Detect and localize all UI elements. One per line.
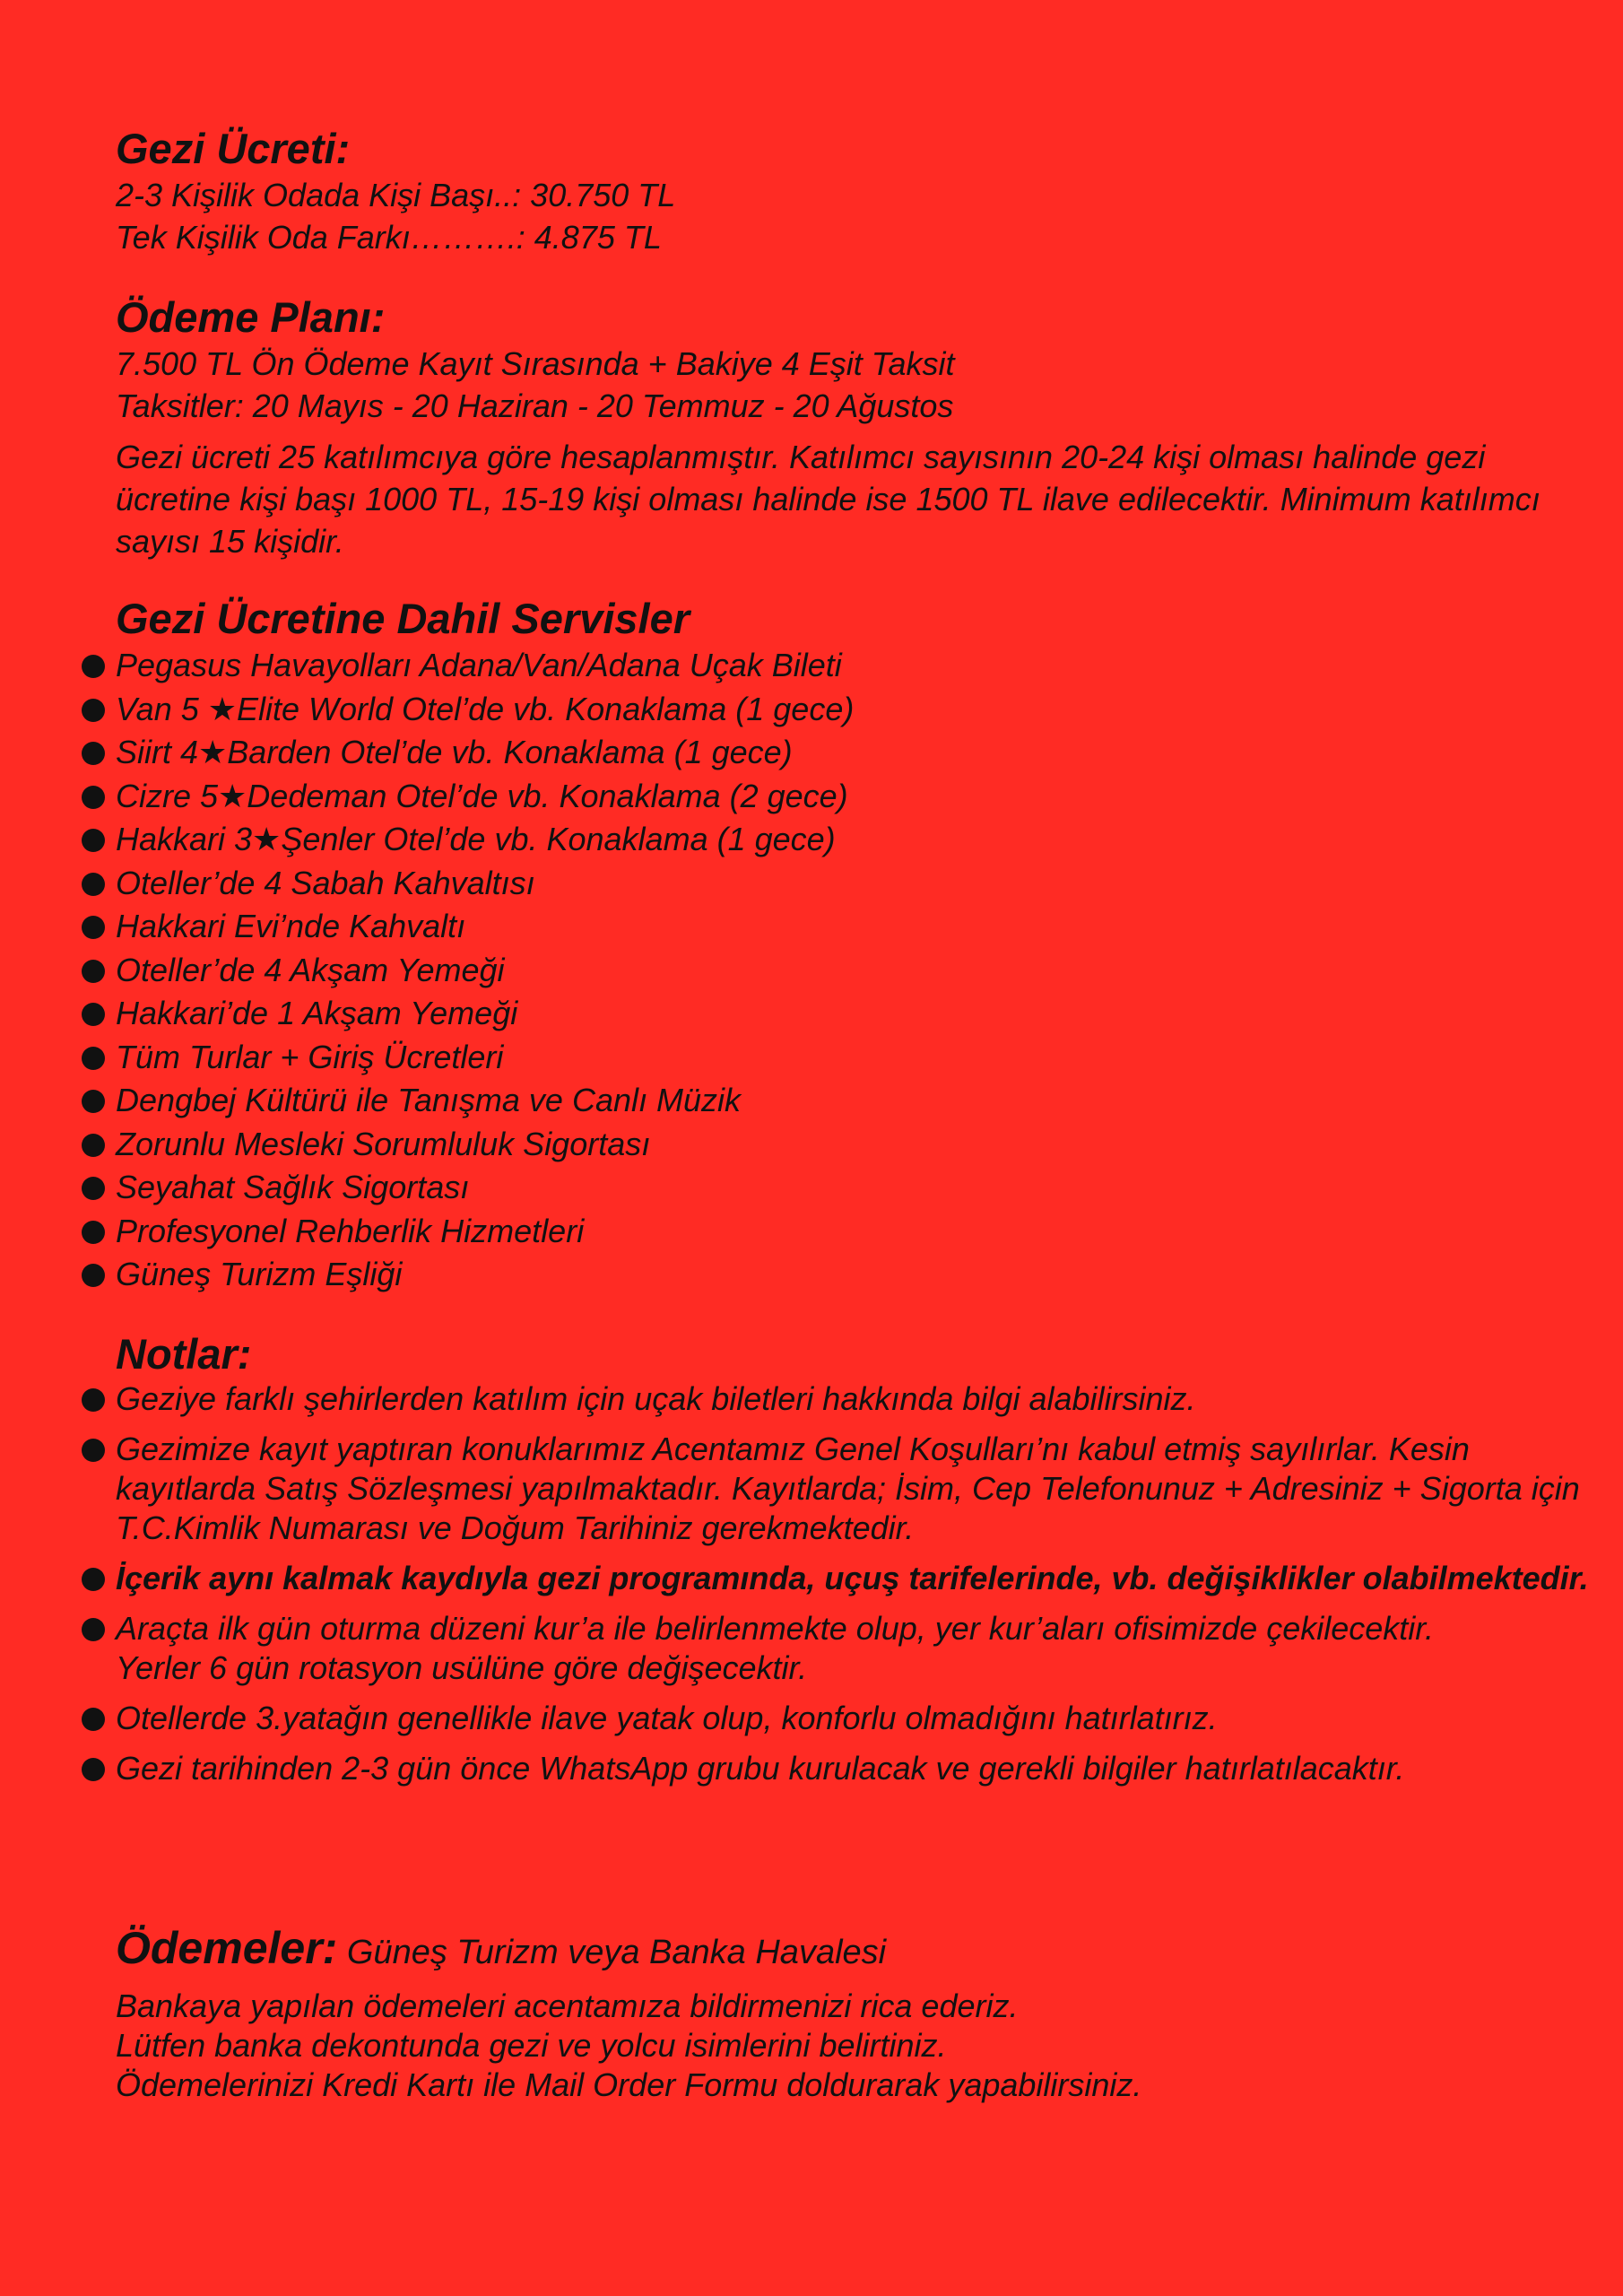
list-item: Siirt 4★Barden Otel’de vb. Konaklama (1 gece) (116, 731, 1604, 775)
payments-line: Lütfen banka dekontunda gezi ve yolcu isimlerini belirtiniz. (116, 2027, 947, 2064)
notes-heading: Notlar: (116, 1330, 252, 1378)
bullet-icon (82, 699, 105, 722)
services-heading: Gezi Ücretine Dahil Servisler (116, 595, 690, 642)
bullet-icon (82, 655, 105, 678)
list-item: Van 5 ★Elite World Otel’de vb. Konaklama (1 gece) (116, 688, 1604, 732)
payment-plan-line-installments: Taksitler: 20 Mayıs - 20 Haziran - 20 Temmuz - 20 Ağustos (116, 387, 954, 424)
bullet-icon (82, 1177, 105, 1200)
payments-section (116, 1921, 1604, 2105)
bullet-icon (82, 1134, 105, 1157)
notes-list (116, 1379, 1604, 1788)
bullet-icon (82, 1758, 105, 1781)
list-item: Araçta ilk gün oturma düzeni kur’a ile belirlenmekte olup, yer kur’aları ofisimizde çekilecektir. Yerler 6 gün rotasyon usülüne göre değişecektir. (116, 1609, 1515, 1688)
fee-heading: Gezi Ücreti: (116, 125, 351, 172)
list-item: Profesyonel Rehberlik Hizmetleri (116, 1210, 1604, 1254)
bullet-icon (82, 1090, 105, 1113)
fee-line-single-room: Tek Kişilik Oda Farkı……….: 4.875 TL (116, 219, 662, 256)
bullet-icon (82, 786, 105, 809)
list-item: Tüm Turlar + Giriş Ücretleri (116, 1036, 1604, 1080)
bullet-icon (82, 1618, 105, 1641)
list-item: Oteller’de 4 Akşam Yemeği (116, 949, 1604, 993)
bullet-icon (82, 1568, 105, 1591)
list-item: Güneş Turizm Eşliği (116, 1253, 1604, 1297)
list-item: İçerik aynı kalmak kaydıyla gezi programında, uçuş tarifelerinde, vb. değişiklikler olabilmektedir. (116, 1559, 1604, 1598)
bullet-icon (82, 1003, 105, 1026)
list-item: Gezimize kayıt yaptıran konuklarımız Acentamız Genel Koşulları’nı kabul etmiş sayılırlar. Kesin kayıtlarda Satış Sözleşmesi yapılmaktadır. Kayıtlarda; İsim, Cep Telefonunuz + Adresiniz + Sigorta için T.C.Kimlik Numarası ve Doğum Tarihiniz gerekmektedir. (116, 1430, 1604, 1548)
fee-line-double-room: 2-3 Kişilik Odada Kişi Başı..: 30.750 TL (116, 177, 676, 213)
payments-line: Ödemelerinizi Kredi Kartı ile Mail Order Formu doldurarak yapabilirsiniz. (116, 2066, 1142, 2103)
payment-plan-note: Gezi ücreti 25 katılımcıya göre hesaplanmıştır. Katılımcı sayısının 20-24 kişi olması halinde gezi ücretine kişi başı 1000 TL, 15-19 kişi olması halinde ise 1500 TL ilave edilecektir. Minimum katılımcı sayısı 15 kişidir. (116, 439, 1541, 560)
bullet-icon (82, 1264, 105, 1287)
list-item: Zorunlu Mesleki Sorumluluk Sigortası (116, 1123, 1604, 1167)
payments-heading: Ödemeler: (116, 1923, 338, 1973)
payment-plan-heading: Ödeme Planı: (116, 293, 386, 341)
bullet-icon (82, 960, 105, 983)
list-item: Oteller’de 4 Sabah Kahvaltısı (116, 862, 1604, 906)
list-item: Seyahat Sağlık Sigortası (116, 1166, 1604, 1210)
list-item: Pegasus Havayolları Adana/Van/Adana Uçak Bileti (116, 644, 1604, 688)
bullet-icon (82, 1047, 105, 1070)
bullet-icon (82, 916, 105, 939)
payment-plan-line-deposit: 7.500 TL Ön Ödeme Kayıt Sırasında + Bakiye 4 Eşit Taksit (116, 345, 955, 382)
bullet-icon (82, 1388, 105, 1412)
fee-section (116, 124, 1604, 258)
list-item: Hakkari Evi’nde Kahvaltı (116, 905, 1604, 949)
payment-plan-section (116, 292, 1604, 562)
list-item: Hakkari’de 1 Akşam Yemeği (116, 992, 1604, 1036)
services-list (116, 644, 1604, 1297)
list-item: Dengbej Kültürü ile Tanışma ve Canlı Müzik (116, 1079, 1604, 1123)
notes-section (116, 1329, 1604, 1799)
bullet-icon (82, 1221, 105, 1244)
bullet-icon (82, 829, 105, 852)
services-section (116, 594, 1604, 1297)
bullet-icon (82, 873, 105, 896)
bullet-icon (82, 742, 105, 765)
list-item: Hakkari 3★Şenler Otel’de vb. Konaklama (1 gece) (116, 818, 1604, 862)
list-item: Cizre 5★Dedeman Otel’de vb. Konaklama (2 gece) (116, 775, 1604, 819)
payments-line: Bankaya yapılan ödemeleri acentamıza bildirmenizi rica ederiz. (116, 1987, 1019, 2024)
payments-subheading: Güneş Turizm veya Banka Havalesi (337, 1934, 887, 1971)
bullet-icon (82, 1439, 105, 1462)
bullet-icon (82, 1708, 105, 1731)
list-item: Gezi tarihinden 2-3 gün önce WhatsApp grubu kurulacak ve gerekli bilgiler hatırlatılacaktır. (116, 1749, 1425, 1788)
payments-title-row (116, 1921, 1604, 1987)
list-item: Otellerde 3.yatağın genellikle ilave yatak olup, konforlu olmadığını hatırlatırız. (116, 1699, 1604, 1738)
list-item: Geziye farklı şehirlerden katılım için uçak biletleri hakkında bilgi alabilirsiniz. (116, 1379, 1604, 1419)
